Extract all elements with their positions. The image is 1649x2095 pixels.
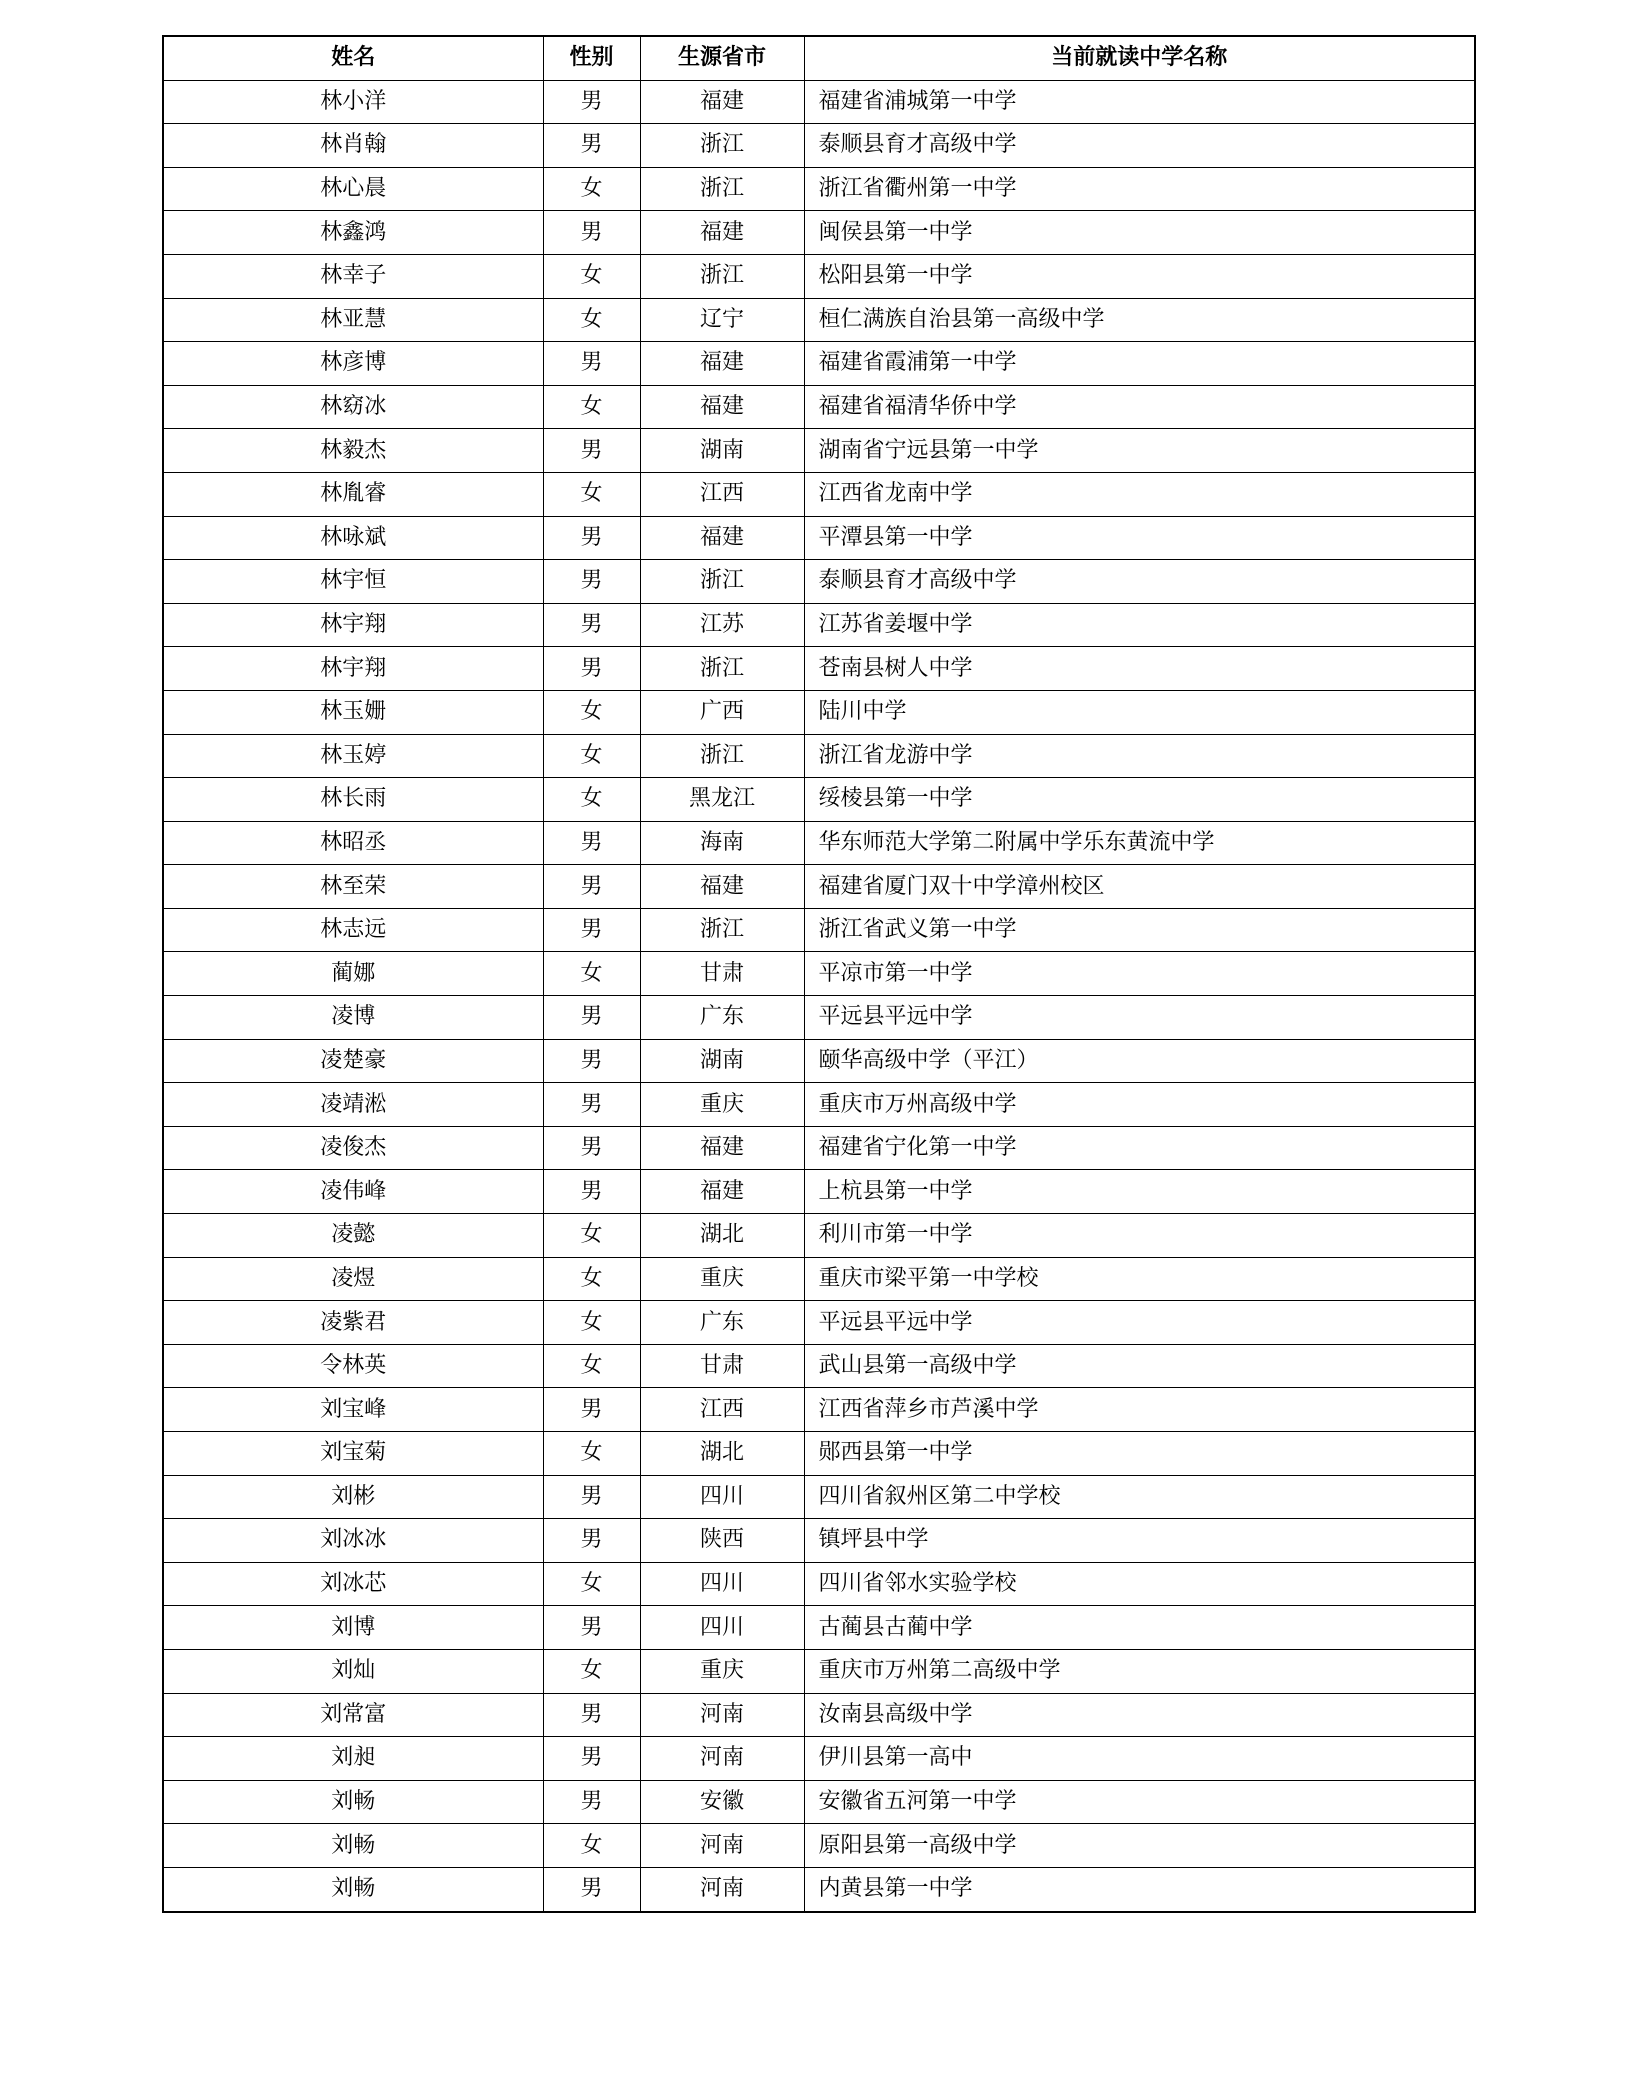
cell-school: 泰顺县育才高级中学 — [804, 560, 1475, 604]
table-row — [163, 1257, 1475, 1301]
cell-school: 平凉市第一中学 — [804, 952, 1475, 996]
cell-school: 江西省龙南中学 — [804, 472, 1475, 516]
cell-province: 湖南 — [640, 429, 804, 473]
cell-gender: 女 — [543, 1649, 640, 1693]
cell-province: 浙江 — [640, 124, 804, 168]
cell-name: 林毅杰 — [163, 429, 543, 473]
header-province: 生源省市 — [640, 36, 804, 80]
cell-name: 凌俊杰 — [163, 1126, 543, 1170]
cell-school: 闽侯县第一中学 — [804, 211, 1475, 255]
cell-province: 浙江 — [640, 908, 804, 952]
table-row — [163, 908, 1475, 952]
cell-name: 林宇翔 — [163, 647, 543, 691]
cell-gender: 女 — [543, 952, 640, 996]
cell-gender: 女 — [543, 778, 640, 822]
cell-name: 林心晨 — [163, 167, 543, 211]
cell-province: 四川 — [640, 1475, 804, 1519]
cell-school: 平远县平远中学 — [804, 996, 1475, 1040]
cell-gender: 女 — [543, 1432, 640, 1476]
table-row — [163, 254, 1475, 298]
cell-school: 松阳县第一中学 — [804, 254, 1475, 298]
cell-gender: 男 — [543, 1519, 640, 1563]
cell-name: 林志远 — [163, 908, 543, 952]
cell-gender: 男 — [543, 1780, 640, 1824]
cell-school: 福建省霞浦第一中学 — [804, 342, 1475, 386]
table-row — [163, 1780, 1475, 1824]
cell-gender: 男 — [543, 560, 640, 604]
cell-school: 上杭县第一中学 — [804, 1170, 1475, 1214]
cell-province: 湖北 — [640, 1214, 804, 1258]
cell-school: 平潭县第一中学 — [804, 516, 1475, 560]
cell-province: 广东 — [640, 1301, 804, 1345]
cell-province: 四川 — [640, 1606, 804, 1650]
table-row — [163, 429, 1475, 473]
cell-name: 刘宝菊 — [163, 1432, 543, 1476]
table-row — [163, 603, 1475, 647]
cell-school: 郧西县第一中学 — [804, 1432, 1475, 1476]
cell-gender: 男 — [543, 603, 640, 647]
cell-gender: 男 — [543, 80, 640, 124]
cell-name: 刘畅 — [163, 1780, 543, 1824]
cell-gender: 女 — [543, 298, 640, 342]
cell-gender: 男 — [543, 516, 640, 560]
cell-province: 福建 — [640, 342, 804, 386]
cell-name: 林宇恒 — [163, 560, 543, 604]
cell-school: 重庆市万州高级中学 — [804, 1083, 1475, 1127]
table-row — [163, 1388, 1475, 1432]
table-row — [163, 1737, 1475, 1781]
cell-province: 福建 — [640, 516, 804, 560]
table-row — [163, 1083, 1475, 1127]
cell-province: 安徽 — [640, 1780, 804, 1824]
table-row — [163, 1519, 1475, 1563]
table-row — [163, 1432, 1475, 1476]
cell-province: 海南 — [640, 821, 804, 865]
cell-school: 江西省萍乡市芦溪中学 — [804, 1388, 1475, 1432]
cell-name: 林幸子 — [163, 254, 543, 298]
header-row — [163, 36, 1475, 80]
cell-gender: 女 — [543, 734, 640, 778]
table-row — [163, 472, 1475, 516]
student-roster-table — [162, 35, 1476, 1913]
cell-name: 刘畅 — [163, 1867, 543, 1911]
cell-name: 刘冰冰 — [163, 1519, 543, 1563]
cell-name: 林亚慧 — [163, 298, 543, 342]
table-row — [163, 342, 1475, 386]
cell-province: 江西 — [640, 1388, 804, 1432]
cell-name: 林长雨 — [163, 778, 543, 822]
cell-name: 刘畅 — [163, 1824, 543, 1868]
cell-gender: 男 — [543, 1693, 640, 1737]
cell-school: 汝南县高级中学 — [804, 1693, 1475, 1737]
cell-name: 刘灿 — [163, 1649, 543, 1693]
cell-province: 陕西 — [640, 1519, 804, 1563]
cell-province: 河南 — [640, 1867, 804, 1911]
cell-province: 黑龙江 — [640, 778, 804, 822]
table-row — [163, 211, 1475, 255]
table-row — [163, 1344, 1475, 1388]
cell-province: 浙江 — [640, 647, 804, 691]
cell-gender: 女 — [543, 1824, 640, 1868]
header-name: 姓名 — [163, 36, 543, 80]
cell-gender: 男 — [543, 1083, 640, 1127]
cell-name: 林小洋 — [163, 80, 543, 124]
cell-school: 苍南县树人中学 — [804, 647, 1475, 691]
table-row — [163, 1606, 1475, 1650]
table-row — [163, 778, 1475, 822]
cell-school: 福建省厦门双十中学漳州校区 — [804, 865, 1475, 909]
cell-school: 伊川县第一高中 — [804, 1737, 1475, 1781]
table-row — [163, 298, 1475, 342]
cell-school: 重庆市万州第二高级中学 — [804, 1649, 1475, 1693]
table-row — [163, 1301, 1475, 1345]
cell-name: 刘冰芯 — [163, 1562, 543, 1606]
cell-school: 绥棱县第一中学 — [804, 778, 1475, 822]
cell-province: 河南 — [640, 1693, 804, 1737]
cell-name: 刘博 — [163, 1606, 543, 1650]
table-row — [163, 1649, 1475, 1693]
cell-school: 华东师范大学第二附属中学乐东黄流中学 — [804, 821, 1475, 865]
cell-school: 福建省宁化第一中学 — [804, 1126, 1475, 1170]
cell-school: 古蔺县古蔺中学 — [804, 1606, 1475, 1650]
table-body — [163, 80, 1475, 1911]
table-row — [163, 80, 1475, 124]
cell-name: 凌懿 — [163, 1214, 543, 1258]
cell-gender: 男 — [543, 1170, 640, 1214]
cell-gender: 男 — [543, 1388, 640, 1432]
cell-gender: 男 — [543, 1867, 640, 1911]
cell-name: 林至荣 — [163, 865, 543, 909]
cell-school: 浙江省武义第一中学 — [804, 908, 1475, 952]
cell-gender: 男 — [543, 342, 640, 386]
cell-school: 原阳县第一高级中学 — [804, 1824, 1475, 1868]
cell-gender: 女 — [543, 385, 640, 429]
cell-gender: 男 — [543, 908, 640, 952]
cell-name: 凌煜 — [163, 1257, 543, 1301]
cell-school: 武山县第一高级中学 — [804, 1344, 1475, 1388]
cell-gender: 女 — [543, 472, 640, 516]
cell-province: 湖南 — [640, 1039, 804, 1083]
table-row — [163, 1824, 1475, 1868]
cell-school: 四川省邻水实验学校 — [804, 1562, 1475, 1606]
table-row — [163, 952, 1475, 996]
cell-gender: 男 — [543, 1737, 640, 1781]
cell-province: 重庆 — [640, 1083, 804, 1127]
cell-province: 福建 — [640, 385, 804, 429]
cell-province: 重庆 — [640, 1649, 804, 1693]
cell-gender: 男 — [543, 1606, 640, 1650]
table-row — [163, 385, 1475, 429]
table-row — [163, 560, 1475, 604]
cell-name: 令林英 — [163, 1344, 543, 1388]
cell-gender: 女 — [543, 167, 640, 211]
cell-province: 甘肃 — [640, 952, 804, 996]
cell-school: 陆川中学 — [804, 690, 1475, 734]
cell-gender: 女 — [543, 690, 640, 734]
cell-school: 桓仁满族自治县第一高级中学 — [804, 298, 1475, 342]
header-school: 当前就读中学名称 — [804, 36, 1475, 80]
table-row — [163, 1170, 1475, 1214]
cell-province: 福建 — [640, 1170, 804, 1214]
table-row — [163, 516, 1475, 560]
cell-school: 四川省叙州区第二中学校 — [804, 1475, 1475, 1519]
cell-province: 河南 — [640, 1737, 804, 1781]
cell-gender: 男 — [543, 996, 640, 1040]
cell-school: 浙江省衢州第一中学 — [804, 167, 1475, 211]
cell-name: 林咏斌 — [163, 516, 543, 560]
cell-school: 利川市第一中学 — [804, 1214, 1475, 1258]
cell-school: 镇坪县中学 — [804, 1519, 1475, 1563]
cell-province: 广西 — [640, 690, 804, 734]
cell-gender: 女 — [543, 1562, 640, 1606]
table-row — [163, 1693, 1475, 1737]
cell-province: 福建 — [640, 211, 804, 255]
cell-name: 凌紫君 — [163, 1301, 543, 1345]
cell-name: 刘常富 — [163, 1693, 543, 1737]
cell-name: 凌伟峰 — [163, 1170, 543, 1214]
cell-gender: 男 — [543, 211, 640, 255]
cell-gender: 女 — [543, 1344, 640, 1388]
cell-name: 林肖翰 — [163, 124, 543, 168]
cell-name: 林昭丞 — [163, 821, 543, 865]
cell-school: 重庆市梁平第一中学校 — [804, 1257, 1475, 1301]
cell-school: 江苏省姜堰中学 — [804, 603, 1475, 647]
cell-name: 蔺娜 — [163, 952, 543, 996]
table-row — [163, 1214, 1475, 1258]
cell-name: 刘昶 — [163, 1737, 543, 1781]
table-row — [163, 1475, 1475, 1519]
cell-school: 福建省福清华侨中学 — [804, 385, 1475, 429]
table-row — [163, 1126, 1475, 1170]
cell-province: 江西 — [640, 472, 804, 516]
cell-name: 林彦博 — [163, 342, 543, 386]
cell-gender: 男 — [543, 124, 640, 168]
cell-gender: 男 — [543, 821, 640, 865]
cell-gender: 男 — [543, 429, 640, 473]
cell-gender: 男 — [543, 1126, 640, 1170]
header-gender: 性别 — [543, 36, 640, 80]
cell-name: 林玉姗 — [163, 690, 543, 734]
cell-province: 浙江 — [640, 560, 804, 604]
table-row — [163, 690, 1475, 734]
cell-gender: 男 — [543, 865, 640, 909]
cell-gender: 男 — [543, 1475, 640, 1519]
table-row — [163, 865, 1475, 909]
cell-province: 河南 — [640, 1824, 804, 1868]
cell-name: 凌博 — [163, 996, 543, 1040]
table-row — [163, 734, 1475, 778]
cell-school: 湖南省宁远县第一中学 — [804, 429, 1475, 473]
cell-province: 浙江 — [640, 167, 804, 211]
cell-gender: 女 — [543, 1301, 640, 1345]
cell-province: 四川 — [640, 1562, 804, 1606]
cell-province: 重庆 — [640, 1257, 804, 1301]
cell-province: 福建 — [640, 865, 804, 909]
cell-gender: 男 — [543, 647, 640, 691]
cell-province: 浙江 — [640, 734, 804, 778]
cell-school: 浙江省龙游中学 — [804, 734, 1475, 778]
cell-school: 泰顺县育才高级中学 — [804, 124, 1475, 168]
table-row — [163, 647, 1475, 691]
table-row — [163, 167, 1475, 211]
cell-province: 湖北 — [640, 1432, 804, 1476]
cell-gender: 男 — [543, 1039, 640, 1083]
cell-province: 甘肃 — [640, 1344, 804, 1388]
cell-name: 林胤睿 — [163, 472, 543, 516]
cell-gender: 女 — [543, 254, 640, 298]
cell-name: 林鑫鸿 — [163, 211, 543, 255]
cell-school: 内黄县第一中学 — [804, 1867, 1475, 1911]
cell-name: 凌靖淞 — [163, 1083, 543, 1127]
cell-province: 江苏 — [640, 603, 804, 647]
cell-name: 刘彬 — [163, 1475, 543, 1519]
cell-school: 福建省浦城第一中学 — [804, 80, 1475, 124]
table-row — [163, 996, 1475, 1040]
table-row — [163, 1562, 1475, 1606]
cell-gender: 女 — [543, 1257, 640, 1301]
cell-school: 安徽省五河第一中学 — [804, 1780, 1475, 1824]
cell-school: 平远县平远中学 — [804, 1301, 1475, 1345]
cell-name: 林窈冰 — [163, 385, 543, 429]
cell-name: 刘宝峰 — [163, 1388, 543, 1432]
cell-school: 颐华高级中学（平江） — [804, 1039, 1475, 1083]
cell-name: 林玉婷 — [163, 734, 543, 778]
cell-province: 辽宁 — [640, 298, 804, 342]
cell-name: 凌楚豪 — [163, 1039, 543, 1083]
cell-province: 福建 — [640, 80, 804, 124]
cell-province: 浙江 — [640, 254, 804, 298]
table-row — [163, 1867, 1475, 1911]
table-row — [163, 1039, 1475, 1083]
cell-province: 广东 — [640, 996, 804, 1040]
table-row — [163, 821, 1475, 865]
cell-gender: 女 — [543, 1214, 640, 1258]
cell-name: 林宇翔 — [163, 603, 543, 647]
cell-province: 福建 — [640, 1126, 804, 1170]
table-header — [163, 36, 1475, 80]
table-row — [163, 124, 1475, 168]
